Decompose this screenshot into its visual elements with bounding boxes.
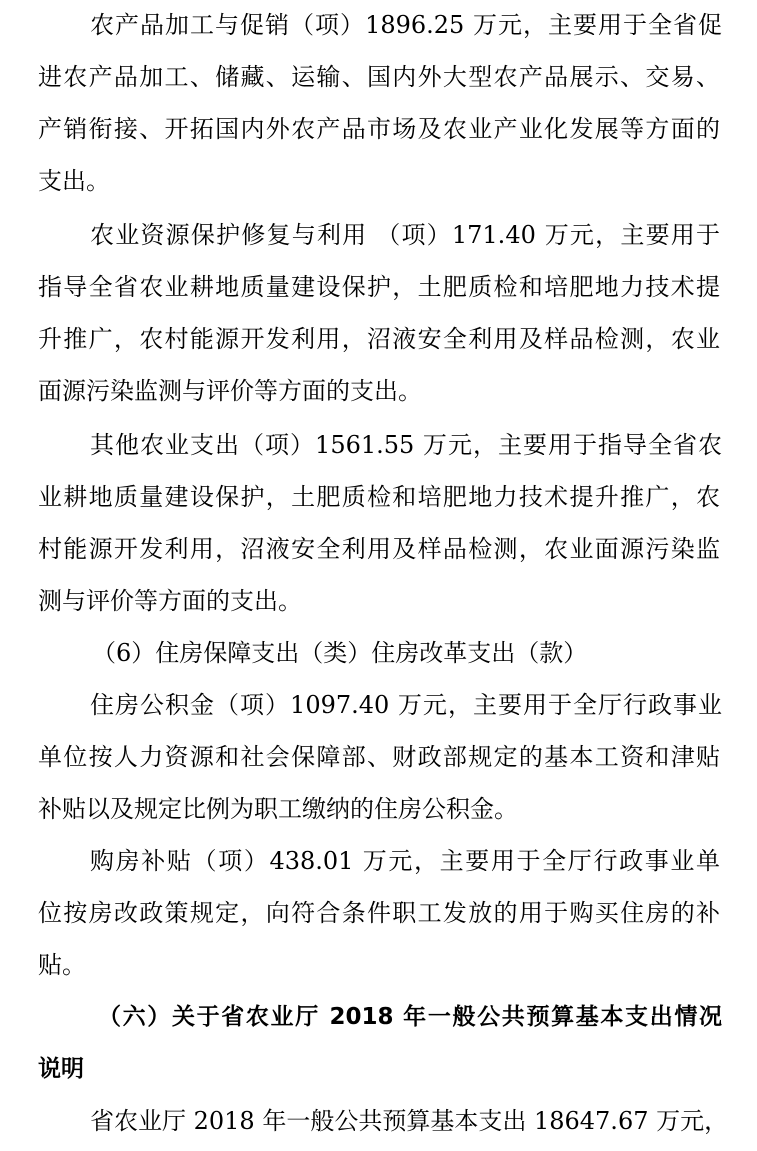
paragraph-line: 住房公积金（项）1097.40 万元，主要用于全厅行政事业	[90, 691, 722, 719]
paragraph-line: 省农业厅 2018 年一般公共预算基本支出 18647.67 万元，	[90, 1107, 729, 1135]
paragraph-line: 指导全省农业耕地质量建设保护，土肥质检和培肥地力技术提	[38, 273, 720, 301]
paragraph-line: 测与评价等方面的支出。	[38, 587, 302, 615]
section-heading: （六）关于省农业厅 2018 年一般公共预算基本支出情况	[98, 1004, 722, 1030]
section-heading: 说明	[38, 1056, 84, 1082]
paragraph-line: 位按房改政策规定，向符合条件职工发放的用于购买住房的补	[38, 899, 720, 927]
section-subheading: （6）住房保障支出（类）住房改革支出（款）	[92, 639, 588, 667]
paragraph-line: 面源污染监测与评价等方面的支出。	[38, 377, 422, 405]
paragraph-line: 村能源开发利用，沼液安全利用及样品检测，农业面源污染监	[38, 535, 720, 563]
paragraph-line: 业耕地质量建设保护，土肥质检和培肥地力技术提升推广，农	[38, 483, 720, 511]
paragraph-line: 支出。	[38, 167, 110, 195]
paragraph-line: 贴。	[38, 951, 86, 979]
paragraph-line: 农业资源保护修复与利用 （项）171.40 万元，主要用于	[90, 221, 720, 249]
paragraph-line: 进农产品加工、储藏、运输、国内外大型农产品展示、交易、	[38, 63, 720, 91]
paragraph-line: 购房补贴（项）438.01 万元，主要用于全厅行政事业单	[90, 847, 720, 875]
paragraph-line: 升推广，农村能源开发利用，沼液安全利用及样品检测，农业	[38, 325, 720, 353]
paragraph-line: 单位按人力资源和社会保障部、财政部规定的基本工资和津贴	[38, 743, 720, 771]
paragraph-line: 产销衔接、开拓国内外农产品市场及农业产业化发展等方面的	[38, 115, 720, 143]
paragraph-line: 农产品加工与促销（项）1896.25 万元，主要用于全省促	[90, 11, 722, 39]
paragraph-line: 其他农业支出（项）1561.55 万元，主要用于指导全省农	[90, 431, 722, 459]
paragraph-line: 补贴以及规定比例为职工缴纳的住房公积金。	[38, 795, 518, 823]
